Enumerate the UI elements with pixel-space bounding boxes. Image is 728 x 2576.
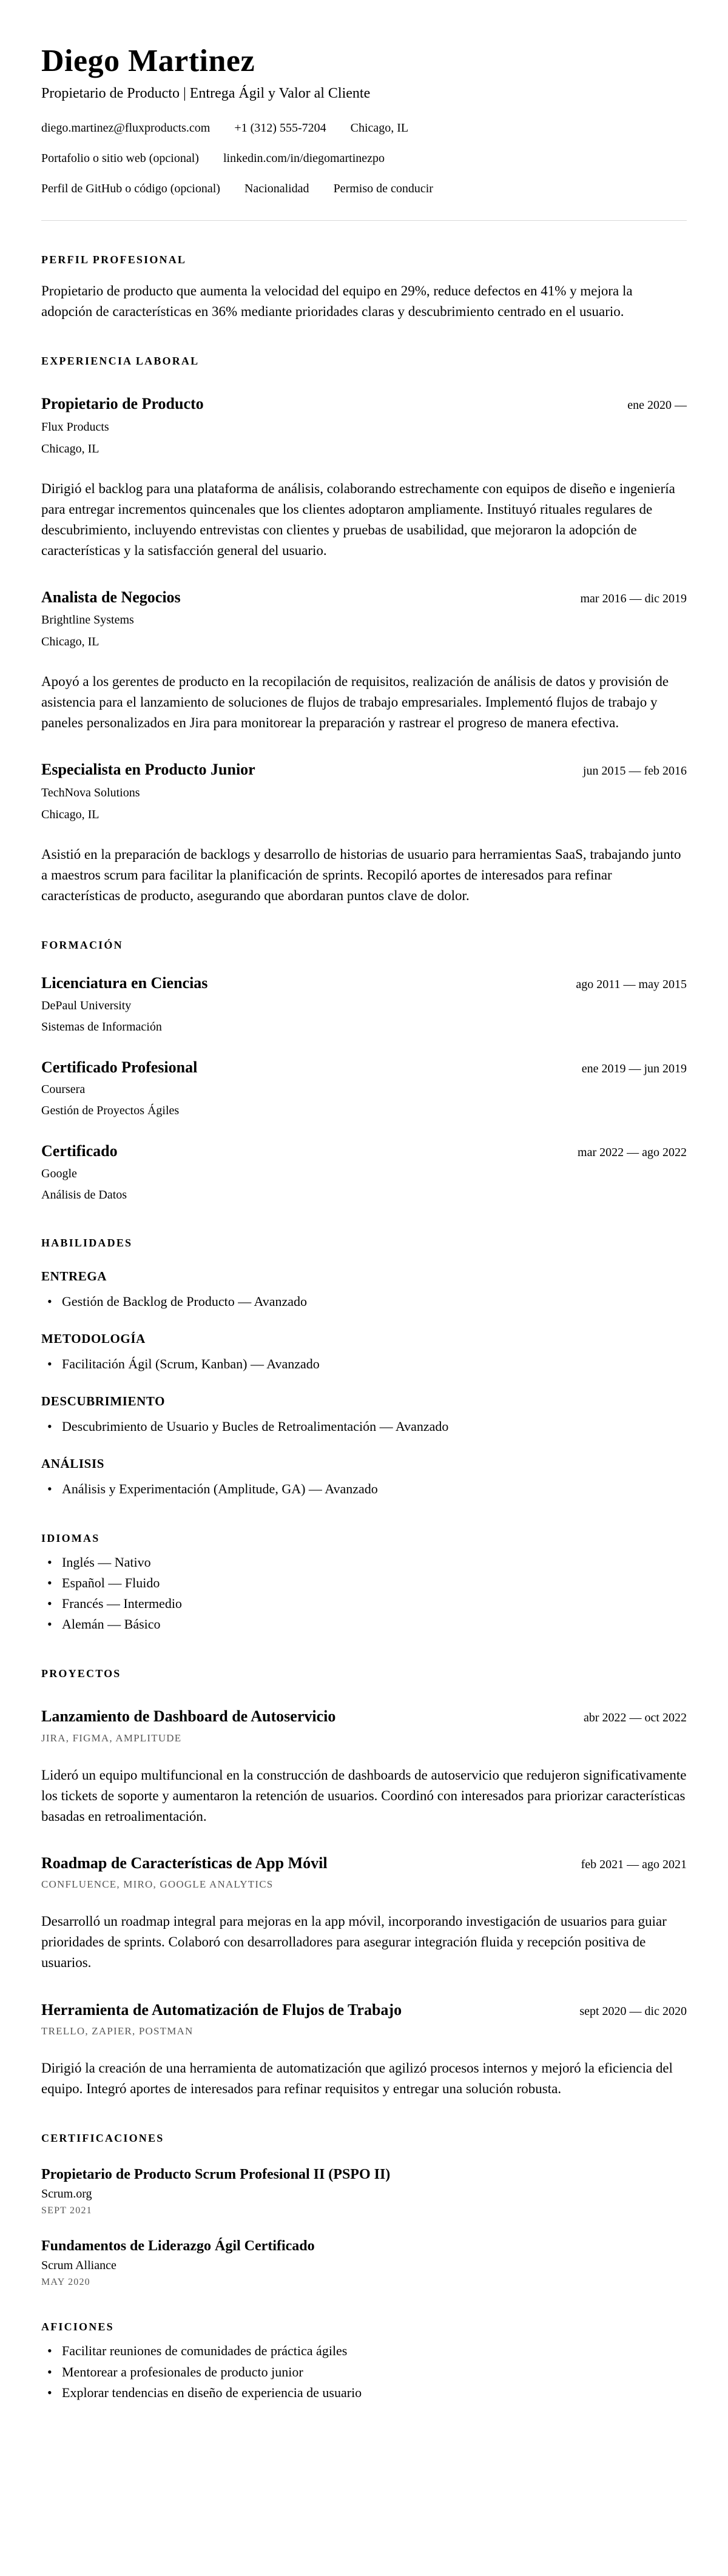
cert-issuer: Scrum.org bbox=[41, 2187, 92, 2201]
cert-entry bbox=[41, 2237, 687, 2288]
cert-title: Propietario de Producto Scrum Profesional II (PSPO II) bbox=[41, 2167, 391, 2183]
project-tools: TRELLO, ZAPIER, POSTMAN bbox=[41, 2025, 194, 2037]
edu-dates: ene 2019 — jun 2019 bbox=[581, 1061, 687, 1075]
section-hobbies bbox=[41, 2321, 687, 2403]
job-description: Dirigió el backlog para una plataforma de análisis, colaborando estrechamente con equipos de diseño e ingeniería para entregar incrementos quincenales que los clientes adoptaron ampliamente. Instituyó rituales regulares de descubrimiento, incluyendo entrevistas con clientes y pruebas de usabilidad, que mejoraron la adopción de características y la satisfacción general del usuario. bbox=[41, 480, 675, 558]
job-title: Especialista en Producto Junior bbox=[41, 761, 255, 779]
skill-group bbox=[41, 1456, 687, 1499]
job-dates: ene 2020 — bbox=[627, 399, 687, 412]
section-skills bbox=[41, 1237, 687, 1499]
project-entry-head bbox=[41, 1707, 687, 1727]
job-entry bbox=[41, 588, 687, 734]
edu-field: Análisis de Datos bbox=[41, 1188, 127, 1202]
edu-dates: ago 2011 — may 2015 bbox=[576, 978, 687, 992]
skill-list bbox=[41, 1479, 687, 1499]
hobby-list bbox=[41, 2341, 687, 2403]
job-location: Chicago, IL bbox=[41, 442, 99, 456]
skill-item: • Descubrimiento de Usuario y Bucles de Retroalimentación — Avanzado bbox=[41, 1416, 687, 1437]
cert-title: Fundamentos de Liderazgo Ágil Certificado bbox=[41, 2238, 315, 2255]
project-entry bbox=[41, 1854, 687, 1974]
edu-entry bbox=[41, 1058, 687, 1120]
job-company: TechNova Solutions bbox=[41, 785, 140, 799]
cert-issuer: Scrum Alliance bbox=[41, 2259, 116, 2273]
contact-row-1 bbox=[41, 121, 687, 135]
skill-list bbox=[41, 1291, 687, 1312]
edu-degree: Certificado Profesional bbox=[41, 1058, 198, 1076]
job-entry bbox=[41, 394, 687, 561]
job-dates: jun 2015 — feb 2016 bbox=[582, 764, 687, 778]
job-location: Chicago, IL bbox=[41, 807, 99, 821]
project-entry-head bbox=[41, 2000, 687, 2020]
resume-title: Propietario de Producto | Entrega Ágil y Valor al Cliente bbox=[41, 86, 371, 102]
skill-category: METODOLOGÍA bbox=[41, 1331, 146, 1346]
language-list bbox=[41, 1552, 687, 1635]
edu-field: Sistemas de Información bbox=[41, 1020, 162, 1034]
contact-website: Portafolio o sitio web (opcional) bbox=[41, 152, 199, 166]
project-title: Roadmap de Características de App Móvil bbox=[41, 1854, 328, 1872]
skill-category: DESCUBRIMIENTO bbox=[41, 1393, 166, 1408]
skill-category: ENTREGA bbox=[41, 1268, 107, 1283]
job-dates: mar 2016 — dic 2019 bbox=[580, 591, 687, 605]
contact-email[interactable]: diego.martinez@fluxproducts.com bbox=[41, 121, 211, 135]
skill-group bbox=[41, 1331, 687, 1374]
section-experience bbox=[41, 355, 687, 906]
contact-driving-license: Permiso de conducir bbox=[333, 182, 433, 196]
language-item: • Alemán — Básico bbox=[41, 1614, 687, 1635]
job-entry bbox=[41, 760, 687, 906]
section-heading-education: FORMACIÓN bbox=[41, 939, 123, 952]
contact-nationality: Nacionalidad bbox=[244, 182, 309, 196]
job-entry-head bbox=[41, 394, 687, 414]
resume-header bbox=[41, 44, 687, 221]
project-dates: sept 2020 — dic 2020 bbox=[579, 2004, 687, 2018]
resume-name: Diego Martinez bbox=[41, 44, 255, 78]
skill-item: • Facilitación Ágil (Scrum, Kanban) — Avanzado bbox=[41, 1354, 687, 1374]
edu-entry-head bbox=[41, 1142, 687, 1162]
skill-list bbox=[41, 1354, 687, 1374]
contact-row-3 bbox=[41, 182, 687, 196]
edu-entry-head bbox=[41, 1058, 687, 1078]
project-dates: abr 2022 — oct 2022 bbox=[584, 1711, 687, 1725]
edu-school: DePaul University bbox=[41, 998, 132, 1012]
skill-category: ANÁLISIS bbox=[41, 1456, 105, 1471]
cert-date: SEPT 2021 bbox=[41, 2205, 92, 2216]
section-heading-certifications: CERTIFICACIONES bbox=[41, 2132, 164, 2145]
hobby-item: • Mentorear a profesionales de producto junior bbox=[41, 2362, 687, 2383]
project-title: Herramienta de Automatización de Flujos de Trabajo bbox=[41, 2000, 402, 2019]
hobby-item: • Explorar tendencias en diseño de experiencia de usuario bbox=[41, 2383, 687, 2403]
contact-linkedin[interactable]: linkedin.com/in/diegomartinezpo bbox=[223, 152, 385, 166]
edu-entry bbox=[41, 974, 687, 1036]
edu-field: Gestión de Proyectos Ágiles bbox=[41, 1104, 180, 1118]
contact-location: Chicago, IL bbox=[350, 121, 409, 135]
edu-degree: Certificado bbox=[41, 1142, 118, 1160]
section-heading-languages: IDIOMAS bbox=[41, 1532, 100, 1544]
job-description: Asistió en la preparación de backlogs y desarrollo de historias de usuario para herramientas SaaS, trabajando junto a maestros scrum para facilitar la planificación de sprints. Recopiló aportes de interesados para refinar características de producto, asegurando que abordaran puntos clave de dolor. bbox=[41, 846, 681, 904]
project-entry bbox=[41, 2000, 687, 2100]
section-heading-projects: PROYECTOS bbox=[41, 1667, 121, 1680]
project-entry bbox=[41, 1707, 687, 1827]
edu-degree: Licenciatura en Ciencias bbox=[41, 974, 208, 992]
job-title: Propietario de Producto bbox=[41, 395, 204, 413]
edu-school: Coursera bbox=[41, 1083, 86, 1097]
edu-school: Google bbox=[41, 1166, 77, 1180]
language-item: • Francés — Intermedio bbox=[41, 1593, 687, 1614]
job-description: Apoyó a los gerentes de producto en la recopilación de requisitos, realización de análisis de datos y provisión de asistencia para el lanzamiento de soluciones de flujos de trabajo empresariales. Implementó flujos de trabajo y paneles personalizados en Jira para monitorear la preparación y rastrear el progreso de manera efectiva. bbox=[41, 674, 669, 731]
skill-group bbox=[41, 1394, 687, 1437]
skill-group bbox=[41, 1269, 687, 1312]
contact-github: Perfil de GitHub o código (opcional) bbox=[41, 182, 220, 196]
section-profile bbox=[41, 254, 687, 322]
section-heading-hobbies: AFICIONES bbox=[41, 2321, 114, 2333]
hobby-item: • Facilitar reuniones de comunidades de práctica ágiles bbox=[41, 2341, 687, 2361]
edu-entry bbox=[41, 1142, 687, 1204]
section-certifications bbox=[41, 2132, 687, 2288]
section-education bbox=[41, 939, 687, 1204]
project-title: Lanzamiento de Dashboard de Autoservicio bbox=[41, 1707, 336, 1726]
skill-item: • Gestión de Backlog de Producto — Avanzado bbox=[41, 1291, 687, 1312]
contact-row-2 bbox=[41, 152, 687, 166]
skill-list bbox=[41, 1416, 687, 1437]
skill-item: • Análisis y Experimentación (Amplitude, GA) — Avanzado bbox=[41, 1479, 687, 1499]
section-languages bbox=[41, 1532, 687, 1635]
project-description: Dirigió la creación de una herramienta de automatización que agilizó procesos internos y mejoró la eficiencia del equipo. Integró aportes de interesados para refinar requisitos y entregar una solución robusta. bbox=[41, 2060, 673, 2097]
section-heading-profile: PERFIL PROFESIONAL bbox=[41, 254, 187, 266]
project-description: Desarrolló un roadmap integral para mejoras en la app móvil, incorporando investigación de usuarios para guiar prioridades de sprints. Colaboró con desarrolladores para asegurar integración fluida y recepción positiva de usuarios. bbox=[41, 1914, 667, 1971]
header-divider bbox=[41, 220, 687, 221]
job-company: Brightline Systems bbox=[41, 613, 134, 627]
edu-entry-head bbox=[41, 974, 687, 994]
contact-phone: +1 (312) 555-7204 bbox=[234, 121, 326, 135]
section-heading-experience: EXPERIENCIA LABORAL bbox=[41, 355, 200, 368]
project-description: Lideró un equipo multifuncional en la construcción de dashboards de autoservicio que redujeron significativamente los tickets de soporte y aumentaron la retención de usuarios. Coordinó con interesados para priorizar características basadas en retroalimentación. bbox=[41, 1767, 687, 1824]
job-entry-head bbox=[41, 588, 687, 608]
cert-date: MAY 2020 bbox=[41, 2277, 90, 2288]
project-dates: feb 2021 — ago 2021 bbox=[581, 1857, 687, 1871]
section-heading-skills: HABILIDADES bbox=[41, 1236, 133, 1249]
cert-entry bbox=[41, 2165, 687, 2216]
language-item: • Inglés — Nativo bbox=[41, 1552, 687, 1573]
project-tools: JIRA, FIGMA, AMPLITUDE bbox=[41, 1732, 182, 1744]
language-item: • Español — Fluido bbox=[41, 1573, 687, 1593]
project-tools: CONFLUENCE, MIRO, GOOGLE ANALYTICS bbox=[41, 1878, 274, 1891]
edu-dates: mar 2022 — ago 2022 bbox=[578, 1146, 687, 1160]
project-entry-head bbox=[41, 1854, 687, 1874]
profile-text: Propietario de producto que aumenta la velocidad del equipo en 29%, reduce defectos en 41% y mejora la adopción de características en 36% mediante prioridades claras y descubrimiento centrado en el usuario. bbox=[41, 283, 633, 320]
job-location: Chicago, IL bbox=[41, 635, 99, 649]
job-title: Analista de Negocios bbox=[41, 588, 181, 606]
job-company: Flux Products bbox=[41, 420, 109, 434]
section-projects bbox=[41, 1667, 687, 2099]
job-entry-head bbox=[41, 760, 687, 780]
